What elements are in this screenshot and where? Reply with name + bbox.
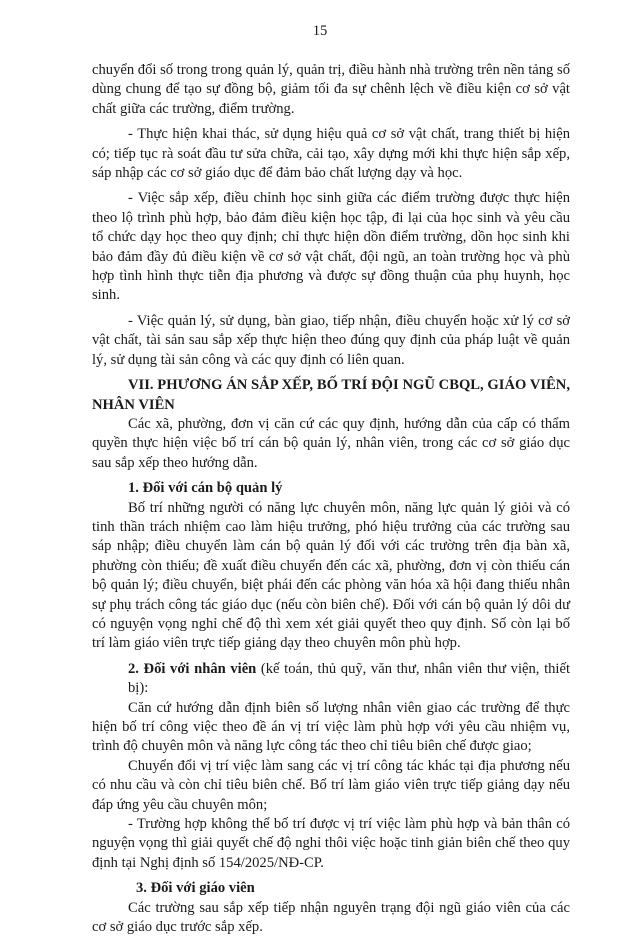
document-body xyxy=(92,61,570,937)
paragraph-asset-management: - Việc quản lý, sử dụng, bàn giao, tiếp nhận, điều chuyển hoặc xử lý cơ sở vật chất, tài sản sau sắp xếp thực hiện theo đúng quy định của pháp luật về quản lý, sử dụng tài sản công và các quy định có liên quan. xyxy=(92,312,570,368)
paragraph-section-intro: Các xã, phường, đơn vị căn cứ các quy định, hướng dẫn của cấp có thẩm quyền thực hiện việc bố trí cán bộ quản lý, nhân viên, trong các cơ sở giáo dục sau sắp xếp theo hướng dẫn. xyxy=(92,415,570,471)
paragraph-staff-retirement: - Trường hợp không thể bố trí được vị trí việc làm phù hợp và bản thân có nguyện vọng thì giải quyết chế độ nghỉ thôi việc hoặc tinh giản biên chế theo quy định tại Nghị định số 154/2025/NĐ-CP. xyxy=(92,816,570,871)
subheading-staff-title: 2. Đối với nhân viên xyxy=(128,660,257,677)
subheading-teachers: 3. Đối với giáo viên xyxy=(136,880,255,897)
paragraph-facility-use: - Thực hiện khai thác, sử dụng hiệu quả cơ sở vật chất, trang thiết bị hiện có; tiếp tục rà soát đầu tư sửa chữa, cải tạo, xây dựng mới khi thực hiện sắp xếp, sáp nhập các cơ sở giáo dục để đảm bảo chất lượng dạy và học. xyxy=(92,126,570,182)
paragraph-staff-quota: Căn cứ hướng dẫn định biên số lượng nhân viên giao các trường để thực hiện bố trí công việc theo đề án vị trí việc làm phù hợp với yêu cầu nhiệm vụ, trình độ chuyên môn và năng lực công tác theo chỉ tiêu biên chế được giao; xyxy=(92,699,570,755)
paragraph-managers: Bố trí những người có năng lực chuyên môn, năng lực quản lý giỏi và có tinh thần trách nhiệm cao làm hiệu trưởng, phó hiệu trưởng của các trường sau sáp nhập; điều chuyển làm cán bộ quản lý đối với các trường trên địa bàn xã, phường còn thiếu; đề xuất điều chuyển đến các xã, phường, đơn vị còn thiếu cán bộ quản lý; điều chuyển, biệt phái đến các phòng văn hóa xã hội đang thiếu nhân sự phụ trách công tác giáo dục (nếu còn biên chế). Đối với cán bộ quản lý dôi dư có nguyện vọng nghỉ chế độ thì xem xét giải quyết theo quy định. Số còn lại bố trí làm giáo viên trực tiếp giảng dạy theo chuyên môn phù hợp. xyxy=(92,499,570,652)
paragraph-staff-transfer: Chuyển đổi vị trí việc làm sang các vị trí công tác khác tại địa phương nếu có nhu cầu và còn chỉ tiêu biên chế. Bố trí làm giáo viên trực tiếp giảng dạy nếu đáp ứng yêu cầu chuyên môn; xyxy=(92,757,570,813)
page-number: 15 xyxy=(312,23,328,39)
paragraph-digital-transformation: chuyển đổi số trong trong quản lý, quản trị, điều hành nhà trường trên nền tảng số dùng chung để tạo sự đồng bộ, giảm tối đa sự chênh lệch về điều kiện cơ sở vật chất giữa các trường, điểm trường. xyxy=(92,62,570,117)
subheading-managers: 1. Đối với cán bộ quản lý xyxy=(128,480,283,497)
paragraph-teachers: Các trường sau sắp xếp tiếp nhận nguyên trạng đội ngũ giáo viên của các cơ sở giáo dục trước sắp xếp. xyxy=(92,899,570,936)
paragraph-student-arrangement: - Việc sắp xếp, điều chỉnh học sinh giữa các điểm trường được thực hiện theo lộ trình phù hợp, bảo đảm điều kiện học tập, đi lại của học sinh và yêu cầu tổ chức dạy học theo quy định; chỉ thực hiện dồn điểm trường, dồn học sinh khi bảo đảm đầy đủ điều kiện về cơ sở vật chất, đội ngũ, an toàn trường học và phù hợp tình hình thực tiễn địa phương và được sự đồng thuận của phụ huynh, học sinh. xyxy=(92,190,570,304)
section-heading-vii: VII. PHƯƠNG ÁN SẮP XẾP, BỐ TRÍ ĐỘI NGŨ CBQL, GIÁO VIÊN, NHÂN VIÊN xyxy=(92,377,570,413)
subheading-staff-note: (kế toán, thủ quỹ, văn thư, nhân viên thư viện, thiết bị): xyxy=(128,660,571,697)
subheading-staff xyxy=(92,660,570,699)
